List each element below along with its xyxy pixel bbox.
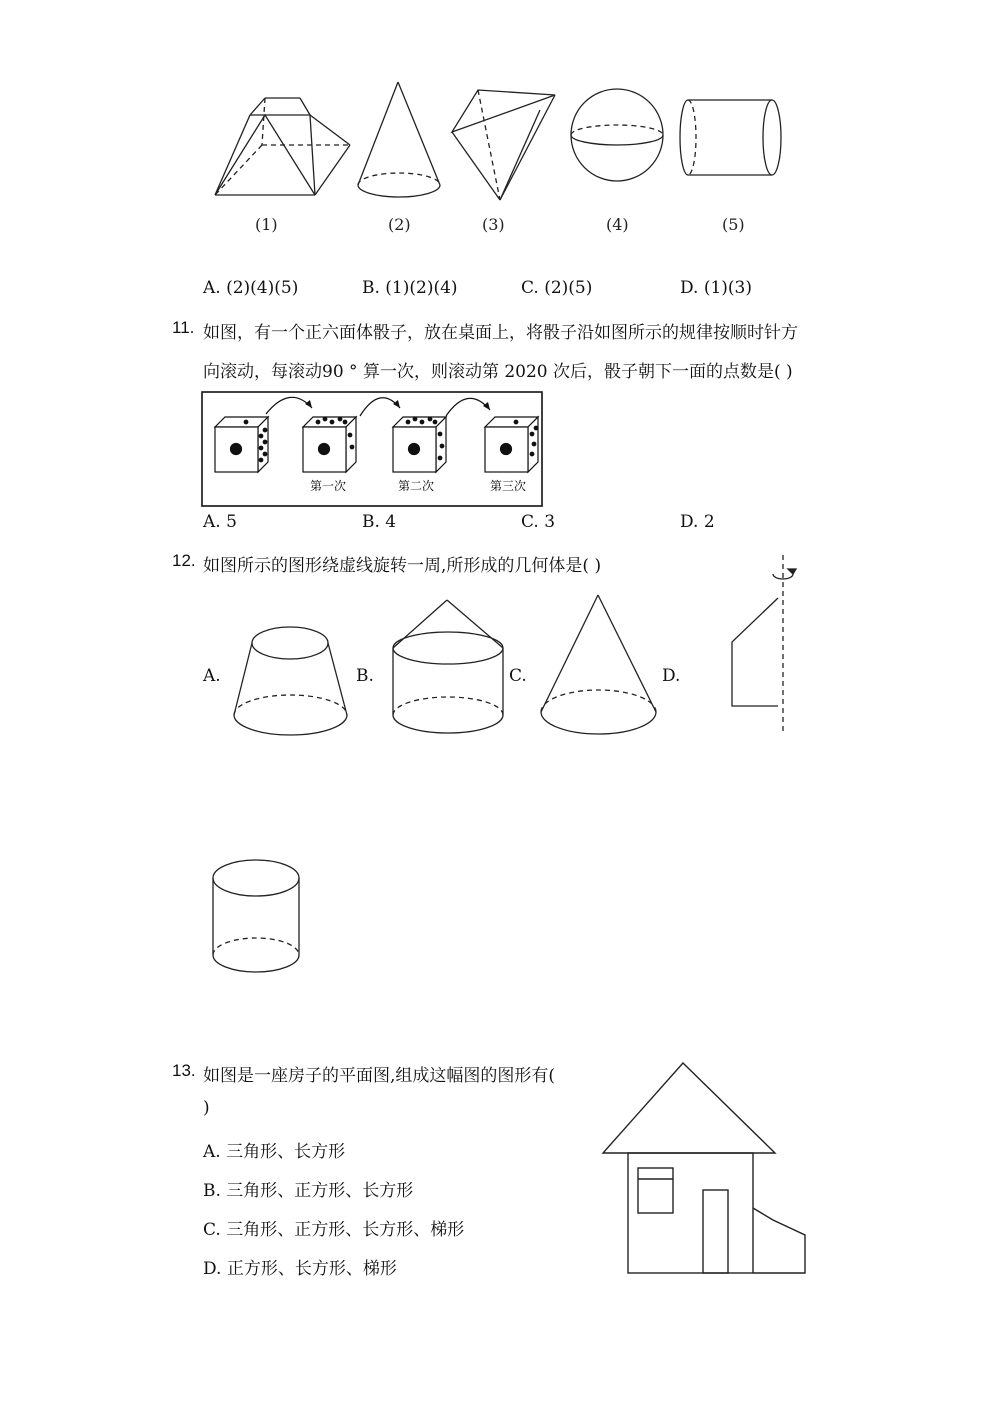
- q11-option-b[interactable]: B. 4: [362, 512, 397, 532]
- q11-text-line1: 如图，有一个正六面体骰子，放在桌面上，将骰子沿如图所示的规律按顺时针方: [203, 323, 798, 343]
- solid-3-pyramid: [452, 90, 555, 200]
- solid-5-cylinder: [680, 100, 781, 175]
- q13-option-a[interactable]: A. 三角形、长方形: [203, 1142, 346, 1162]
- door: [703, 1190, 728, 1273]
- q12-option-a[interactable]: A.: [203, 666, 221, 686]
- die-roll-3: [485, 417, 538, 472]
- window: [638, 1168, 673, 1213]
- q12-number: 12.: [172, 551, 196, 570]
- house-figure: [595, 1060, 835, 1280]
- q12-option-b[interactable]: B.: [356, 666, 374, 686]
- dice-caption-3: 第三次: [490, 479, 527, 493]
- side-trapezoid: [753, 1208, 805, 1273]
- q13-option-b[interactable]: B. 三角形、正方形、长方形: [203, 1181, 414, 1201]
- q11-option-c[interactable]: C. 3: [521, 512, 556, 532]
- label-4: (4): [606, 215, 629, 234]
- die-roll-1: [303, 417, 356, 472]
- q11-text-line2: 向滚动，每滚动90 ° 算一次，则滚动第 2020 次后，骰子朝下一面的点数是( ): [203, 362, 793, 382]
- q11-option-d[interactable]: D. 2: [680, 512, 715, 532]
- dice-caption-1: 第一次: [310, 479, 347, 493]
- q10-option-d[interactable]: D. (1)(3): [680, 278, 752, 298]
- frustum-option-a: [234, 627, 347, 735]
- roof-triangle: [603, 1063, 775, 1153]
- q12-option-c[interactable]: C.: [509, 666, 527, 686]
- q13-text-line1: 如图是一座房子的平面图,组成这幅图的图形有(: [203, 1066, 556, 1086]
- q10-option-a[interactable]: A. (2)(4)(5): [203, 278, 299, 298]
- q11-option-a[interactable]: A. 5: [203, 512, 237, 532]
- q10-solids-figure: [0, 0, 1000, 250]
- solid-1-frustum: [215, 98, 350, 195]
- die-start: [215, 417, 268, 472]
- q12-figures: [0, 560, 1000, 1000]
- solid-2-cone: [358, 82, 440, 197]
- cone-cylinder-option-b: [393, 600, 503, 733]
- label-3: (3): [482, 215, 505, 234]
- q10-option-b[interactable]: B. (1)(2)(4): [362, 278, 458, 298]
- q13-text-line2: ): [203, 1098, 210, 1118]
- cone-option-c: [541, 595, 656, 734]
- label-1: (1): [255, 215, 278, 234]
- dice-caption-2: 第二次: [398, 479, 435, 493]
- q11-number: 11.: [172, 318, 195, 337]
- q12-option-d[interactable]: D.: [662, 666, 681, 686]
- q10-option-c[interactable]: C. (2)(5): [521, 278, 593, 298]
- cylinder-figure: [213, 860, 299, 972]
- label-2: (2): [388, 215, 411, 234]
- label-5: (5): [722, 215, 745, 234]
- q13-number: 13.: [172, 1061, 196, 1080]
- rotation-shape-option-d: [732, 555, 796, 735]
- q11-dice-figure: [200, 390, 545, 508]
- q13-option-d[interactable]: D. 正方形、长方形、梯形: [203, 1259, 397, 1279]
- q12-text: 如图所示的图形绕虚线旋转一周,所形成的几何体是( ): [203, 556, 602, 576]
- die-roll-2: [393, 417, 446, 472]
- solid-4-sphere: [571, 89, 663, 181]
- q13-option-c[interactable]: C. 三角形、正方形、长方形、梯形: [203, 1220, 465, 1240]
